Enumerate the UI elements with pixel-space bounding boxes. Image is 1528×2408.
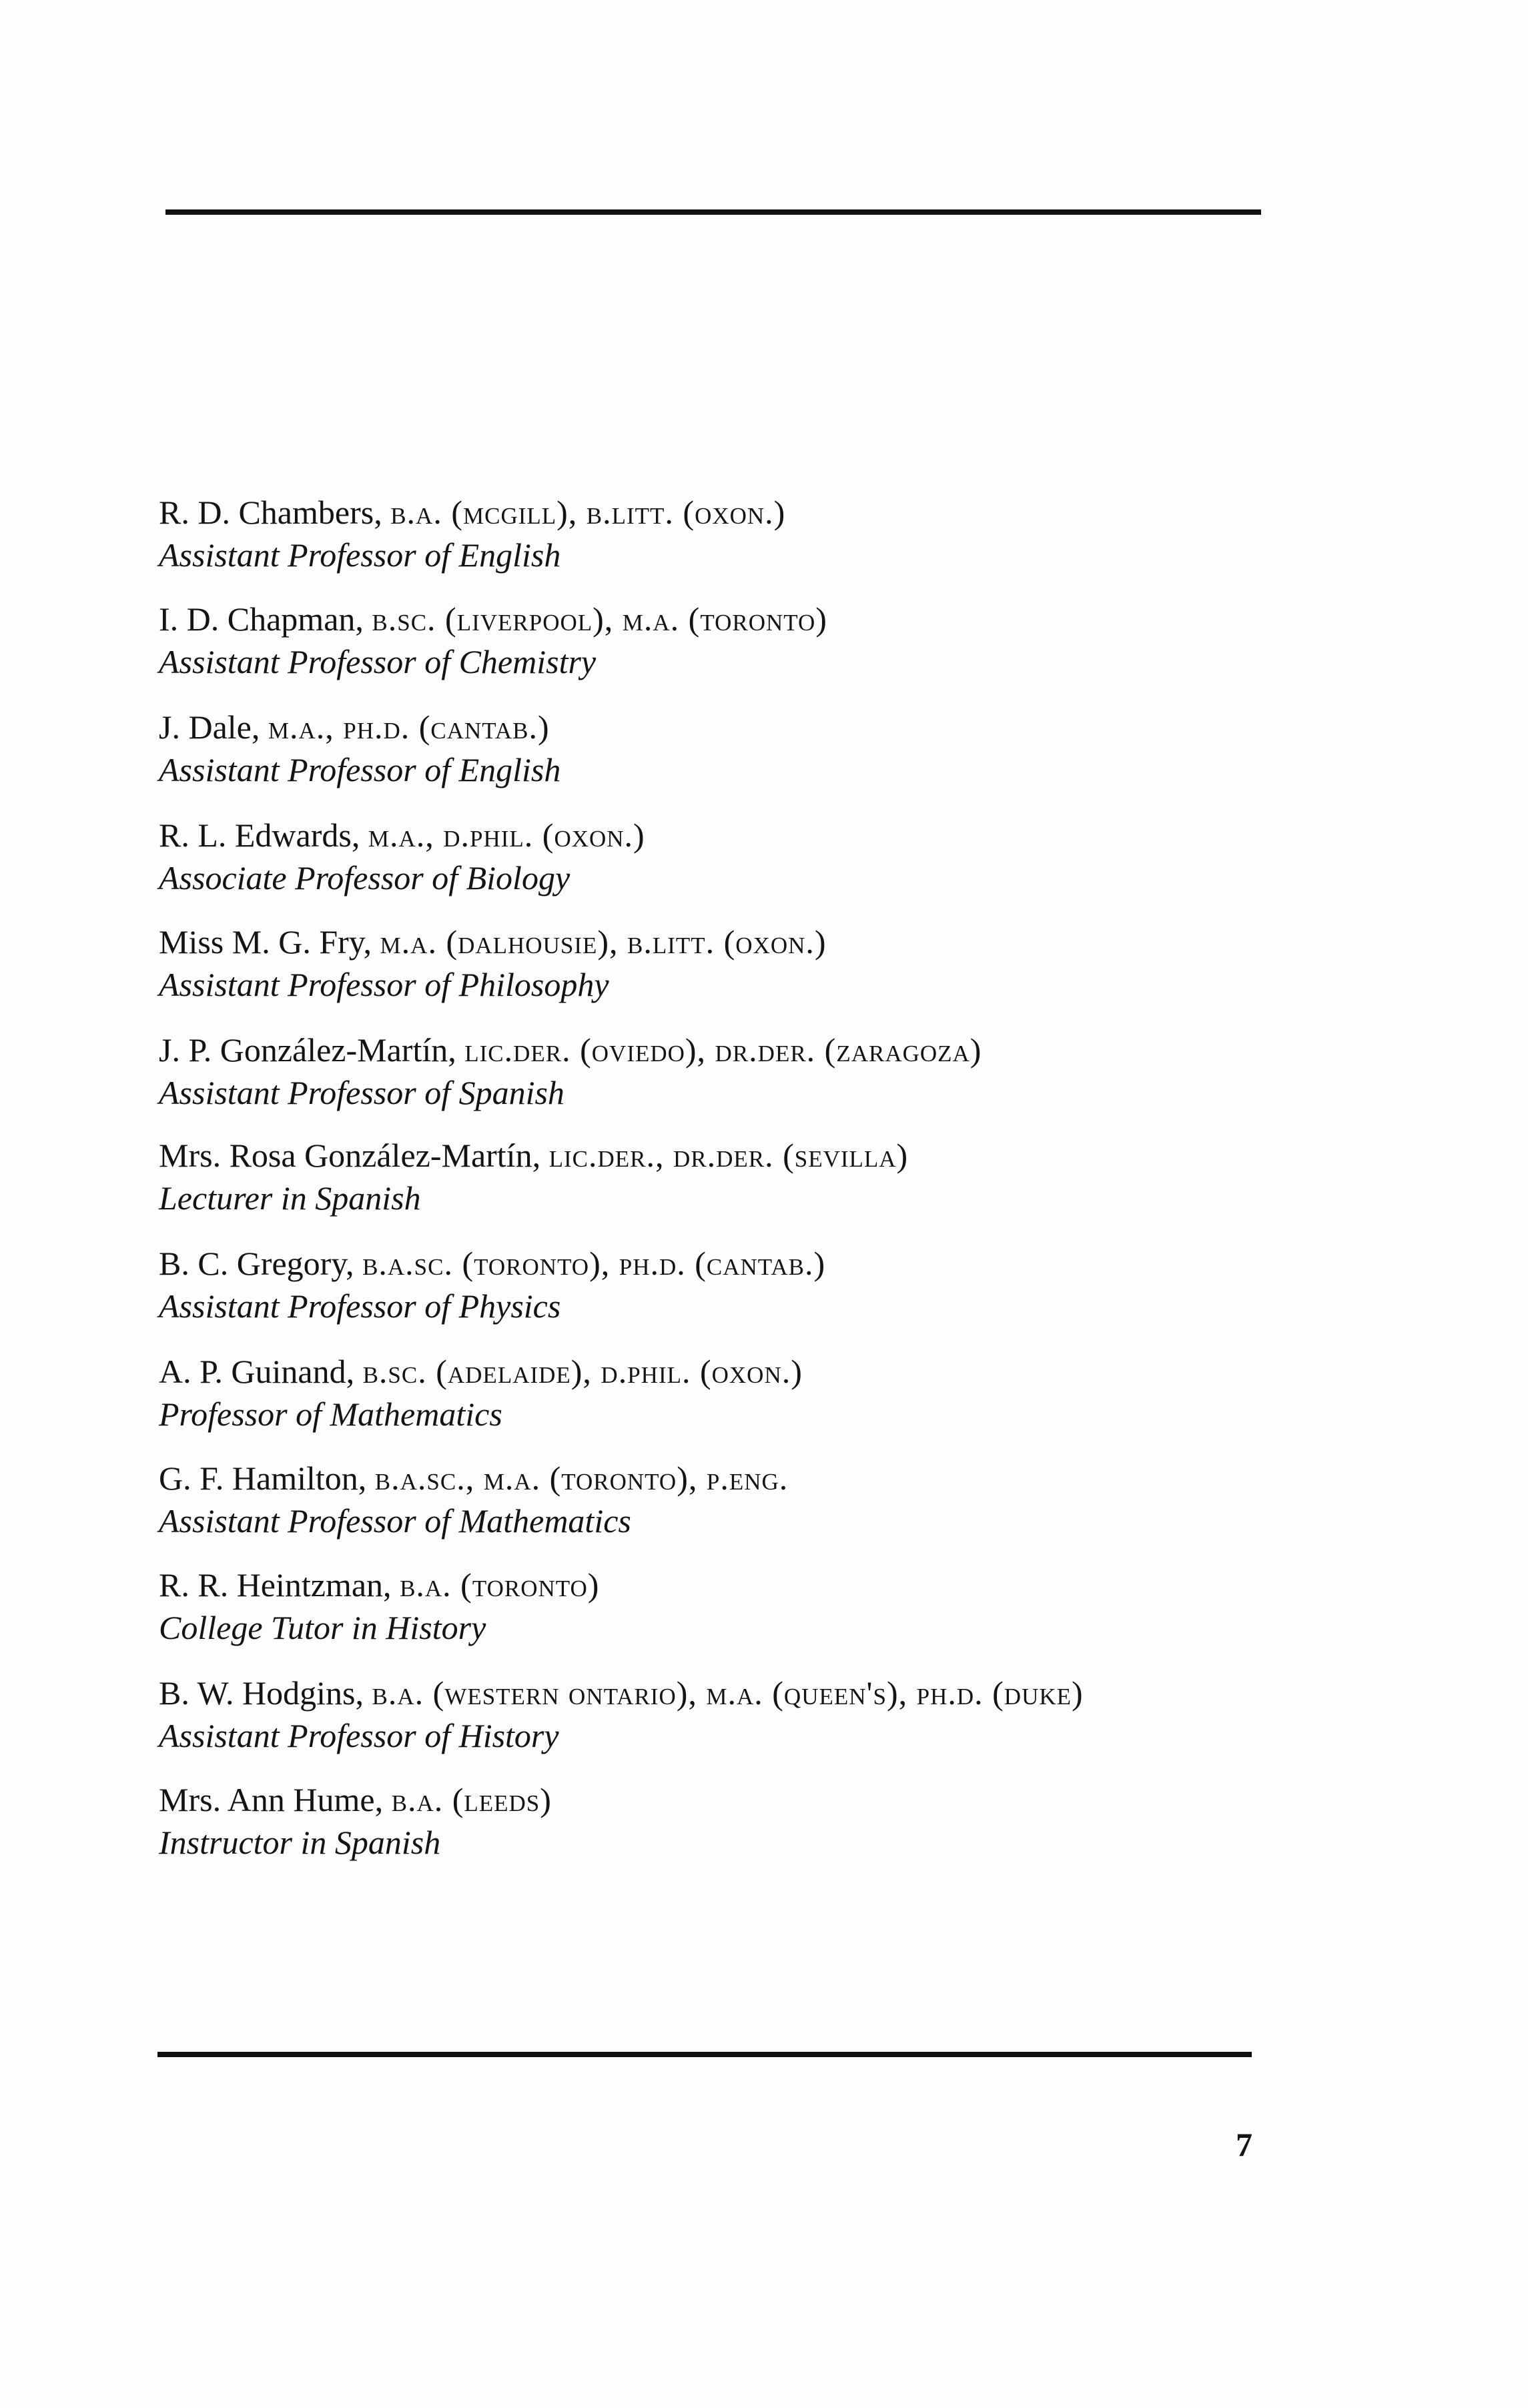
faculty-entry: [159, 814, 1360, 899]
faculty-name-line: [159, 921, 1360, 963]
faculty-title: Assistant Professor of Philosophy: [159, 966, 609, 1003]
faculty-qualifications: b.sc. (liverpool), m.a. (toronto): [372, 600, 827, 638]
faculty-name: I. D. Chapman,: [159, 600, 364, 638]
page-number: 7: [1236, 2126, 1252, 2163]
faculty-qualifications: b.a.sc., m.a. (toronto), p.eng.: [374, 1459, 789, 1497]
faculty-entry: [159, 598, 1360, 683]
faculty-entry: [159, 921, 1360, 1006]
faculty-name: R. D. Chambers,: [159, 494, 382, 531]
faculty-name: R. R. Heintzman,: [159, 1566, 392, 1604]
faculty-title: Assistant Professor of Mathematics: [159, 1502, 631, 1540]
faculty-qualifications: lic.der. (oviedo), dr.der. (zaragoza): [464, 1031, 982, 1069]
faculty-title: Assistant Professor of Spanish: [159, 1074, 564, 1111]
faculty-entry: [159, 1242, 1360, 1327]
faculty-qualifications: m.a. (dalhousie), b.litt. (oxon.): [380, 923, 827, 961]
faculty-entry: [159, 1457, 1360, 1542]
faculty-entry: [159, 1134, 1360, 1219]
faculty-title: Assistant Professor of English: [159, 536, 561, 574]
faculty-name: J. P. González-Martín,: [159, 1031, 456, 1069]
faculty-name-line: [159, 706, 1360, 748]
faculty-title: Assistant Professor of English: [159, 751, 561, 788]
faculty-qualifications: b.a.sc. (toronto), ph.d. (cantab.): [362, 1245, 826, 1282]
faculty-name: J. Dale,: [159, 708, 260, 746]
faculty-title: College Tutor in History: [159, 1609, 486, 1646]
faculty-name-line: [159, 1242, 1360, 1285]
faculty-name-line: [159, 1350, 1360, 1393]
faculty-name-line: [159, 1457, 1360, 1499]
faculty-name: Mrs. Ann Hume,: [159, 1781, 384, 1818]
faculty-entry: [159, 706, 1360, 791]
faculty-name: Miss M. G. Fry,: [159, 923, 372, 961]
faculty-name: B. C. Gregory,: [159, 1245, 354, 1282]
faculty-qualifications: b.a. (mcgill), b.litt. (oxon.): [390, 494, 786, 531]
faculty-qualifications: m.a., d.phil. (oxon.): [368, 816, 645, 854]
faculty-title: Assistant Professor of Physics: [159, 1287, 561, 1325]
faculty-qualifications: b.a. (leeds): [391, 1781, 552, 1818]
faculty-name: G. F. Hamilton,: [159, 1459, 367, 1497]
faculty-name-line: [159, 1134, 1360, 1177]
faculty-name: A. P. Guinand,: [159, 1353, 355, 1390]
faculty-qualifications: lic.der., dr.der. (sevilla): [548, 1137, 909, 1174]
faculty-qualifications: b.sc. (adelaide), d.phil. (oxon.): [362, 1353, 803, 1390]
faculty-name-line: [159, 1564, 1360, 1606]
faculty-entry: [159, 1672, 1360, 1757]
faculty-name-line: [159, 491, 1360, 534]
faculty-title: Professor of Mathematics: [159, 1395, 502, 1433]
faculty-qualifications: b.a. (western ontario), m.a. (queen's), ph.d. (duke): [372, 1674, 1084, 1712]
faculty-name-line: [159, 1778, 1360, 1821]
faculty-name-line: [159, 598, 1360, 640]
faculty-name: R. L. Edwards,: [159, 816, 360, 854]
faculty-name-line: [159, 814, 1360, 856]
faculty-title: Instructor in Spanish: [159, 1824, 441, 1861]
faculty-entry: [159, 1778, 1360, 1864]
faculty-qualifications: m.a., ph.d. (cantab.): [268, 708, 550, 746]
faculty-title: Lecturer in Spanish: [159, 1179, 421, 1217]
faculty-entry: [159, 491, 1360, 576]
top-rule: [165, 209, 1261, 215]
faculty-title: Associate Professor of Biology: [159, 859, 570, 896]
faculty-title: Assistant Professor of Chemistry: [159, 643, 597, 680]
faculty-entry: [159, 1029, 1360, 1114]
faculty-qualifications: b.a. (toronto): [400, 1566, 600, 1604]
bottom-rule: [157, 2052, 1252, 2057]
faculty-entry: [159, 1350, 1360, 1435]
faculty-title: Assistant Professor of History: [159, 1717, 559, 1754]
faculty-name: B. W. Hodgins,: [159, 1674, 364, 1712]
faculty-name-line: [159, 1672, 1360, 1714]
faculty-entry: [159, 1564, 1360, 1649]
faculty-name-line: [159, 1029, 1360, 1071]
faculty-name: Mrs. Rosa González-Martín,: [159, 1137, 541, 1174]
